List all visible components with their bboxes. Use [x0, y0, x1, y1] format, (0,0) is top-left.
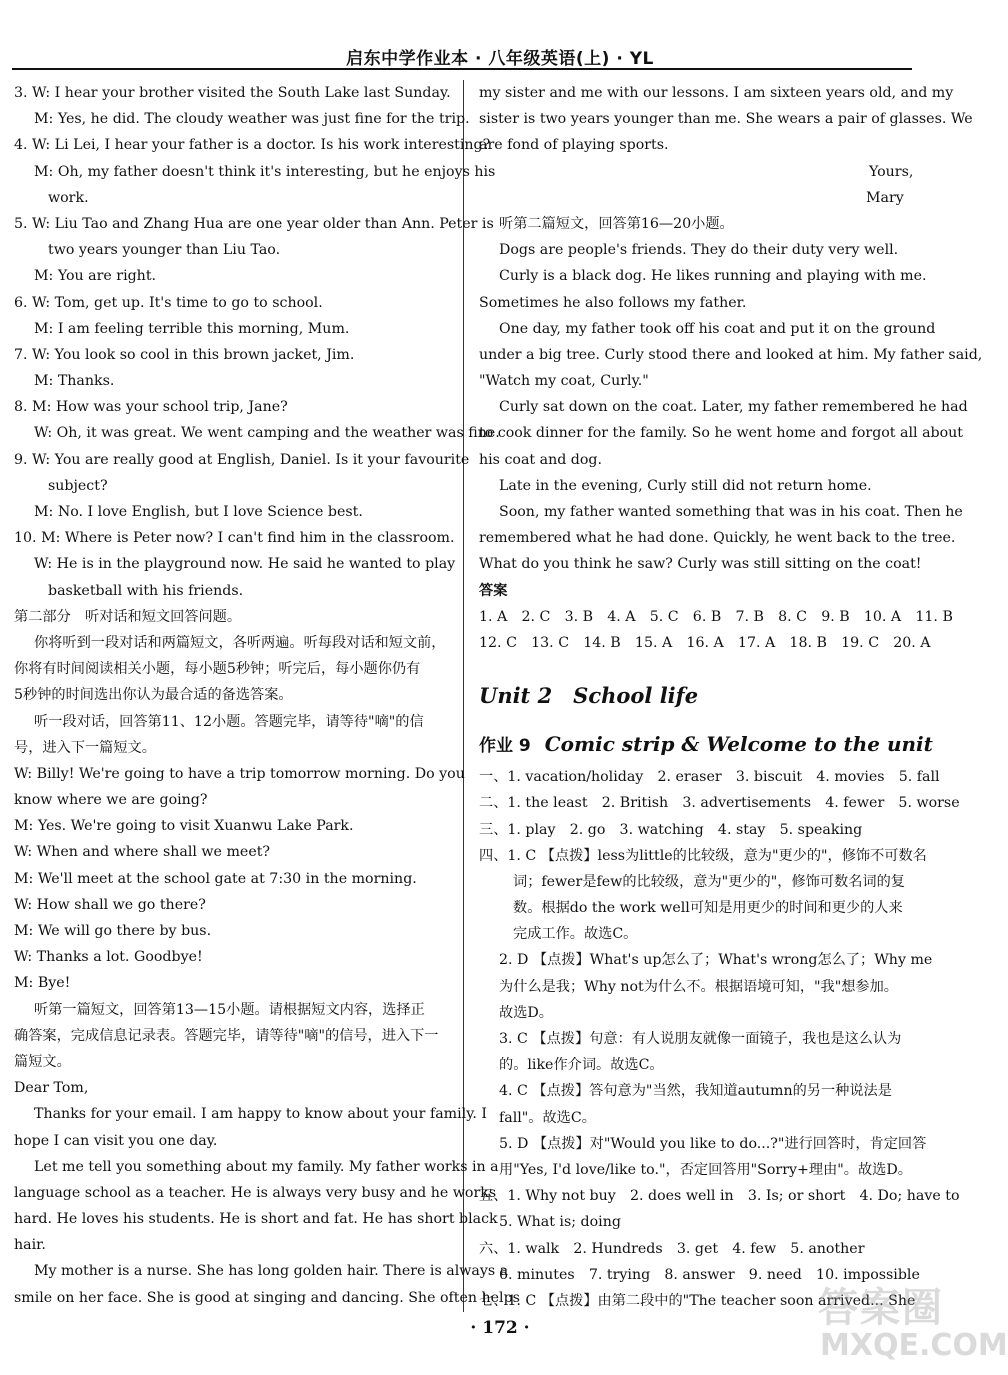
text-line: Late in the evening, Curly still did not return home. — [499, 477, 872, 494]
text-line: 完成工作。故选C。 — [513, 926, 638, 943]
text-line: my sister and me with our lessons. I am sixteen years old, and my — [479, 85, 954, 101]
unit-title: Unit 2 School life — [479, 683, 699, 709]
text-line: W: Oh, it was great. We went camping and the weather was fine. — [34, 425, 500, 442]
text-line: 数。根据do the work well可知是用更少的时间和更少的人来 — [513, 900, 903, 917]
text-line: W: How shall we go there? — [14, 896, 206, 913]
text-line: 号，进入下一篇短文。 — [14, 739, 156, 756]
text-line: 3. C 【点拨】句意：有人说朋友就像一面镜子，我也是这么认为 — [499, 1031, 902, 1047]
text-line: Let me tell you something about my family. My father works in a — [34, 1158, 499, 1175]
text-line: 确答案，完成信息记录表。答题完毕，请等待"嘀"的信号，进入下一 — [14, 1027, 439, 1044]
text-line: 8. M: How was your school trip, Jane? — [14, 399, 288, 416]
text-line: two years younger than Liu Tao. — [48, 242, 281, 259]
text-line: 第二部分 听对话和短文回答问题。 — [14, 608, 242, 625]
text-line: M: You are right. — [34, 268, 157, 285]
homework-name: Comic strip & Welcome to the unit — [544, 732, 933, 757]
text-line: M: Yes. We're going to visit Xuanwu Lake Park. — [14, 818, 354, 835]
text-line: M: Yes, he did. The cloudy weather was just fine for the trip. — [34, 111, 470, 128]
page-header — [0, 0, 1000, 72]
text-line: Mary — [866, 189, 904, 206]
text-line: are fond of playing sports. — [479, 137, 669, 154]
text-line: 6. minutes 7. trying 8. answer 9. need 10. impossible — [499, 1266, 920, 1283]
text-line: Dogs are people's friends. They do their duty very well. — [499, 242, 899, 259]
answers-label: 答案 — [479, 582, 508, 599]
watermark-logo — [800, 1276, 1008, 1375]
text-line: W: When and where shall we meet? — [14, 844, 271, 861]
text-line: Thanks for your email. I am happy to know about your family. I — [34, 1106, 487, 1123]
text-line: 5秒钟的时间选出你认为最合适的备选答案。 — [14, 687, 293, 704]
text-line: 五、1. Why not buy 2. does well in 3. Is; or short 4. Do; have to — [479, 1188, 960, 1205]
text-line: W: Thanks a lot. Goodbye! — [14, 949, 203, 966]
text-line: My mother is a nurse. She has long golden hair. There is always a — [34, 1263, 509, 1280]
homework-prefix: 作业 9 — [479, 736, 531, 757]
text-line: hope I can visit you one day. — [14, 1132, 218, 1149]
text-line: 听第二篇短文，回答第16—20小题。 — [499, 215, 734, 232]
text-line: W: He is in the playground now. He said he wanted to play — [34, 556, 456, 573]
text-line: 故选D。 — [499, 1004, 553, 1021]
text-line: smile on her face. She is good at singing and dancing. She often helps — [14, 1289, 520, 1306]
text-line: 你将听到一段对话和两篇短文，各听两遍。听每段对话和短文前， — [34, 634, 446, 651]
text-line: 3. W: I hear your brother visited the South Lake last Sunday. — [14, 85, 451, 101]
text-line: Curly sat down on the coat. Later, my father remembered he had — [499, 399, 968, 416]
text-line: sister is two years younger than me. She wears a pair of glasses. We — [479, 111, 973, 128]
page-number: · 172 · — [470, 1318, 530, 1338]
text-line: 5. What is; doing — [499, 1214, 621, 1231]
text-line: 4. W: Li Lei, I hear your father is a doctor. Is his work interesting? — [14, 137, 491, 154]
text-line: Dear Tom, — [14, 1080, 89, 1097]
listening-passage — [479, 80, 983, 578]
text-line: Yours, — [869, 163, 914, 180]
text-line: know where we are going? — [14, 792, 208, 809]
text-line: 10. M: Where is Peter now? I can't find him in the classroom. — [14, 530, 455, 547]
text-line: to cook dinner for the family. So he went home and forgot all about — [479, 425, 963, 442]
text-line: "Watch my coat, Curly." — [479, 373, 649, 390]
text-line: 二、1. the least 2. British 3. advertisements 4. fewer 5. worse — [479, 795, 960, 812]
answers-line: 1. A 2. C 3. B 4. A 5. C 6. B 7. B 8. C 9. B 10. A 11. B — [479, 608, 953, 625]
text-line: 篇短文。 — [14, 1053, 71, 1070]
text-line: work. — [48, 189, 89, 206]
text-line: M: Bye! — [14, 975, 71, 992]
text-line: hair. — [14, 1237, 46, 1254]
text-line: 用"Yes, I'd love/like to."，否定回答用"Sorry+理由"。故选D。 — [499, 1161, 912, 1178]
text-line: under a big tree. Curly stood there and looked at him. My father said, — [479, 346, 983, 363]
text-line: M: I am feeling terrible this morning, Mum. — [34, 320, 350, 337]
text-line: 一、1. vacation/holiday 2. eraser 3. biscuit 4. movies 5. fall — [479, 769, 940, 786]
text-line: M: We will go there by bus. — [14, 923, 212, 939]
text-line: W: Billy! We're going to have a trip tomorrow morning. Do you — [14, 765, 465, 782]
text-line: 七、1. C 【点拨】由第二段中的"The teacher soon arrived... She — [479, 1292, 916, 1309]
text-line: 7. W: You look so cool in this brown jacket, Jim. — [14, 346, 355, 363]
watermark-text: 答案圈 — [818, 1285, 944, 1331]
text-line: 听第一篇短文，回答第13—15小题。请根据短文内容，选择正 — [34, 1001, 425, 1018]
text-line: hard. He loves his students. He is short and fat. He has short black — [14, 1211, 498, 1228]
text-line: 9. W: You are really good at English, Daniel. Is it your favourite — [14, 451, 470, 468]
header-title: 启东中学作业本 · 八年级英语(上) · YL — [346, 49, 654, 69]
text-line: 四、1. C 【点拨】less为little的比较级，意为"更少的"，修饰不可数名 — [479, 847, 927, 864]
text-line: fall"。故选C。 — [499, 1109, 596, 1126]
text-line: 的。like作介词。故选C。 — [499, 1057, 664, 1074]
text-line: language school as a teacher. He is always very busy and he works — [14, 1184, 497, 1201]
text-line: M: No. I love English, but I love Science best. — [34, 504, 363, 520]
text-line: 2. D 【点拨】What's up怎么了；What's wrong怎么了；Why me — [499, 952, 933, 969]
text-line: M: Oh, my father doesn't think it's interesting, but he enjoys his — [34, 163, 496, 180]
text-line: 6. W: Tom, get up. It's time to go to school. — [14, 294, 323, 311]
text-line: 词；fewer是few的比较级，意为"更少的"，修饰可数名词的复 — [513, 873, 905, 890]
text-line: his coat and dog. — [479, 451, 603, 468]
text-line: Sometimes he also follows my father. — [479, 294, 747, 311]
text-line: 六、1. walk 2. Hundreds 3. get 4. few 5. another — [479, 1240, 865, 1257]
text-line: 为什么是我；Why not为什么不。根据语境可知，"我"想参加。 — [499, 978, 898, 995]
text-line: M: We'll meet at the school gate at 7:30 in the morning. — [14, 870, 417, 887]
text-line: subject? — [48, 477, 108, 494]
text-line: 4. C 【点拨】答句意为"当然，我知道autumn的另一种说法是 — [499, 1083, 892, 1100]
text-line: One day, my father took off his coat and put it on the ground — [499, 320, 936, 337]
text-line: M: Thanks. — [34, 373, 115, 390]
homework-title — [479, 724, 933, 764]
text-line: 三、1. play 2. go 3. watching 4. stay 5. speaking — [479, 821, 863, 838]
header-rule — [12, 68, 912, 70]
text-line: 听一段对话，回答第11、12小题。答题完毕，请等待"嘀"的信 — [34, 713, 424, 730]
text-line: 你将有时间阅读相关小题，每小题5秒钟；听完后，每小题你仍有 — [14, 661, 421, 678]
text-line: Soon, my father wanted something that was in his coat. Then he — [499, 504, 963, 520]
text-line: 5. W: Liu Tao and Zhang Hua are one year older than Ann. Peter is — [14, 215, 494, 232]
text-line: basketball with his friends. — [48, 582, 244, 599]
text-line: remembered what he had done. Quickly, he went back to the tree. — [479, 530, 956, 547]
text-line: Curly is a black dog. He likes running and playing with me. — [499, 268, 927, 285]
text-line: What do you think he saw? Curly was still sitting on the coat! — [479, 556, 922, 573]
watermark-url: MXQE.COM — [820, 1328, 1008, 1363]
answers-line: 12. C 13. C 14. B 15. A 16. A 17. A 18. B 19. C 20. A — [479, 634, 931, 651]
text-line: 5. D 【点拨】对"Would you like to do...?"进行回答时，肯定回答 — [499, 1135, 927, 1152]
